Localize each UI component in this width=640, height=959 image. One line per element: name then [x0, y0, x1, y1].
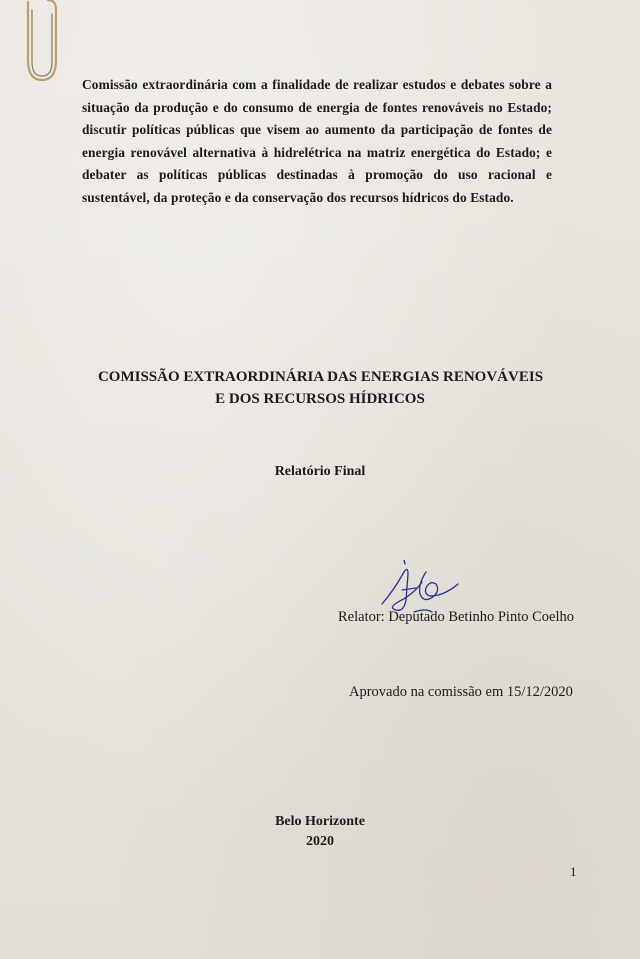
approval-date: Aprovado na comissão em 15/12/2020 [349, 684, 573, 700]
document-title [0, 366, 640, 410]
place: Belo Horizonte [275, 814, 365, 829]
rapporteur: Relator: Deputado Betinho Pinto Coelho [338, 609, 575, 625]
year: 2020 [306, 834, 334, 849]
page-number: 1 [570, 864, 577, 879]
report-type: Relatório Final [274, 464, 366, 479]
title-line-2: E DOS RECURSOS HÍDRICOS [215, 391, 425, 407]
place-and-year [0, 812, 640, 852]
paperclip-icon [10, 0, 70, 90]
intro-paragraph: Comissão extraordinária com a finalidade de realizar estudos e debates sobre a situação da produção e do consumo de energia de fontes renováveis no Estado; discutir políticas públicas que visem ao aumento da participação de fontes de energia renovável alternativa à hidrelétrica na matriz energética do Estado; e debater as políticas públicas destinadas à promoção do uso racional e sustentável, da proteção e da conservação dos recursos hídricos do Estado. [82, 77, 552, 205]
title-line-1: COMISSÃO EXTRAORDINÁRIA DAS ENERGIAS RENOVÁVEIS [97, 369, 544, 385]
